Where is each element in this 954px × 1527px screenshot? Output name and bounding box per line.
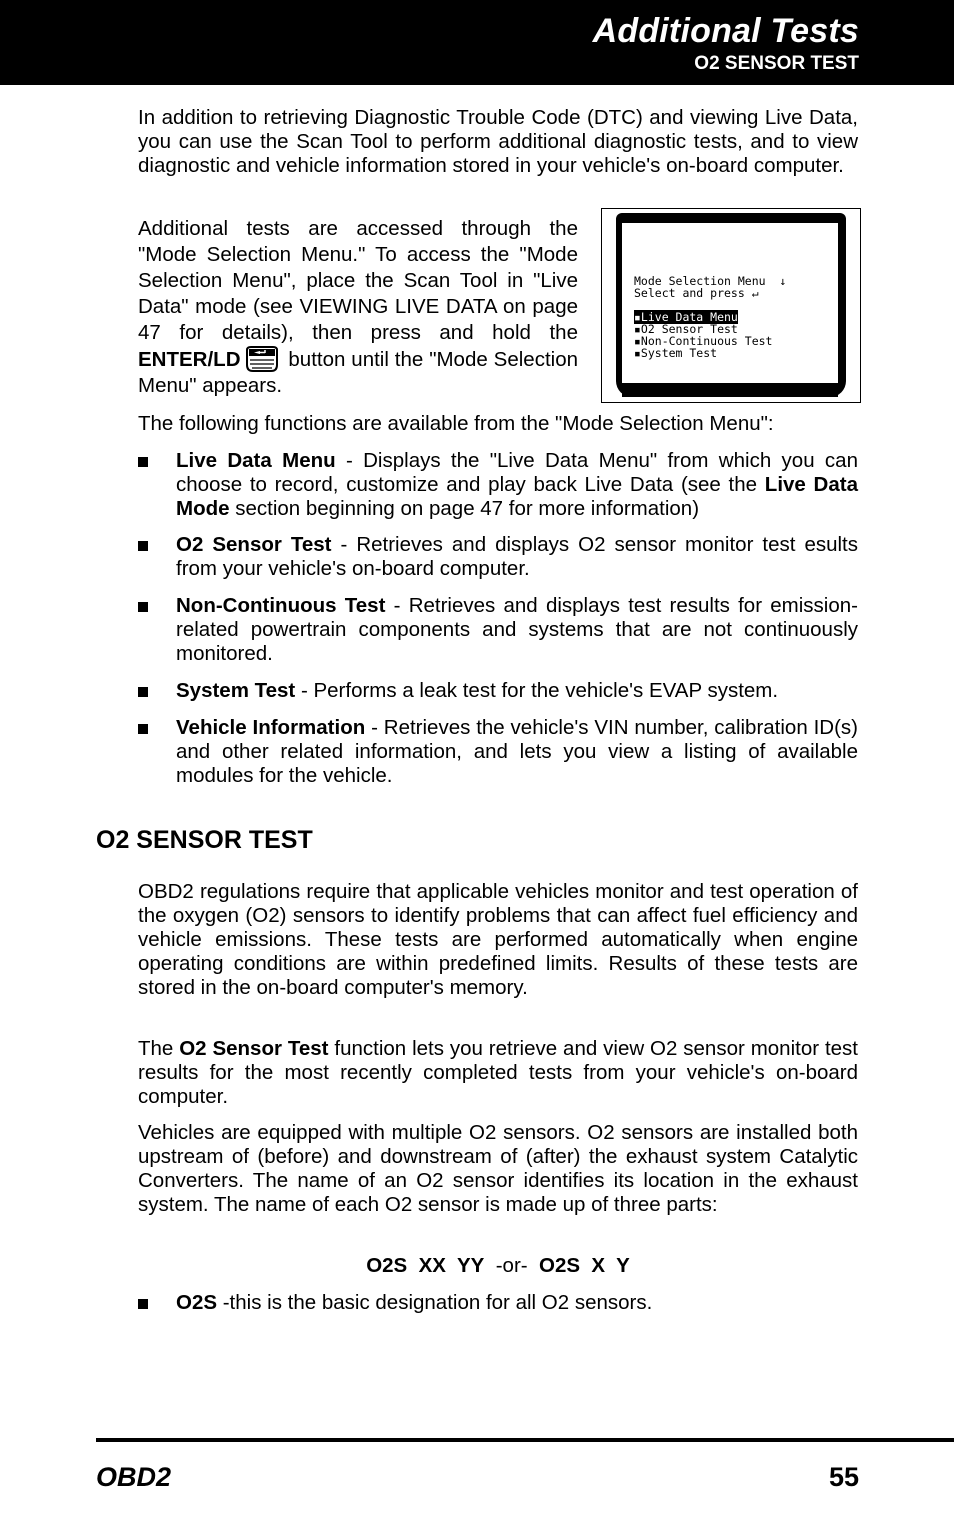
bullet-square-icon [138,602,148,612]
function-desc: - Retrieves and displays O2 sensor monitor test esults from your vehicle's on-board computer. [176,533,858,580]
para-bold: O2 Sensor Test [179,1037,329,1060]
functions-intro: The following functions are available from the "Mode Selection Menu": [138,412,774,435]
lcd-item-non-continuous: ▪Non-Continuous Test [634,334,773,348]
function-desc: - Retrieves and displays test results for emission-related powertrain components and systems that are not continuously monitored. [176,594,858,665]
function-desc: - Retrieves the vehicle's VIN number, calibration ID(s) and other related information, and lets you view a listing of available modules for the vehicle. [176,716,858,787]
footer-divider [96,1438,954,1442]
section-heading: O2 SENSOR TEST [96,826,313,854]
function-name: O2 Sensor Test [176,533,332,556]
function-desc: - Displays the "Live Data Menu" from which you can choose to record, customize and play back Live Data (see the [176,449,858,496]
o2-regulations-paragraph: OBD2 regulations require that applicable vehicles monitor and test operation of the oxygen (O2) sensors to identify problems that can affect fuel efficiency and vehicle emissions. These tests are performed automatically when engine operating conditions are within predefined limits. Results of these tests are stored in the on-board computer's memory. [138,880,858,999]
function-desc-bold: Live Data Mode [176,473,858,520]
page-number: 55 [828,1462,859,1492]
bullet-square-icon [138,687,148,697]
scan-tool-screen-figure [601,208,861,403]
naming-part-desc: -this is the basic designation for all O2 sensors. [217,1291,653,1314]
access-paragraph [138,216,578,399]
function-name: System Test [176,679,296,702]
function-desc-after: section beginning on page 47 for more information) [229,497,700,520]
section-subtitle: O2 SENSOR TEST [694,53,859,74]
format-or: -or- [484,1254,540,1277]
para-text: The [138,1037,180,1060]
para-text-after: function lets you retrieve and view O2 sensor monitor test results for the most recently completed tests from your vehicle's on-board computer. [138,1037,858,1108]
function-name: Vehicle Information [176,716,366,739]
function-name: Live Data Menu [176,449,336,472]
naming-part-name: O2S [176,1291,218,1314]
page-header [0,0,954,85]
bullet-square-icon [138,541,148,551]
o2-sensors-paragraph: Vehicles are equipped with multiple O2 sensors. O2 sensors are installed both upstream of (before) and downstream of (after) the exhaust system Catalytic Converters. The name of an O2 sensor identifies its location in the exhaust system. The name of each O2 sensor is made up of three parts: [138,1121,858,1216]
intro-paragraph: In addition to retrieving Diagnostic Trouble Code (DTC) and viewing Live Data, you can use the Scan Tool to perform additional diagnostic tests, and to view diagnostic and vehicle information stored in your vehicle's on-board computer. [138,106,858,177]
access-text-after: button until the "Mode Selection Menu" appears. [138,348,578,397]
lcd-item-live-data: ▪Live Data Menu [634,310,738,324]
format-short: O2S X Y [539,1254,630,1277]
function-desc: - Performs a leak test for the vehicle's EVAP system. [295,679,779,702]
o2-function-paragraph [138,1037,858,1109]
bullet-square-icon [138,724,148,734]
sensor-name-format [138,1254,858,1278]
lcd-item-system-test: ▪System Test [634,346,718,360]
function-name: Non-Continuous Test [176,594,386,617]
enter-ld-label: ENTER/LD [138,348,241,371]
format-long: O2S XX YY [366,1254,485,1277]
bullet-square-icon [138,1299,148,1309]
chapter-title: Additional Tests [592,12,859,50]
lcd-item-o2-sensor: ▪O2 Sensor Test [634,322,738,336]
lcd-menu-prompt: Select and press ↵ [634,286,759,300]
lcd-display [622,223,838,383]
lcd-menu-title: Mode Selection Menu ↓ [634,274,787,288]
enter-ld-button-icon [244,346,280,372]
bullet-square-icon [138,457,148,467]
footer-manual-name: OBD2 [96,1462,172,1492]
screen-bottom-bar [622,383,838,397]
access-text: Additional tests are accessed through the "Mode Selection Menu." To access the "Mode Selection Menu", place the Scan Tool in "Live Data" mode (see VIEWING LIVE DATA on page 47 for details), then press and hold the [138,217,578,344]
